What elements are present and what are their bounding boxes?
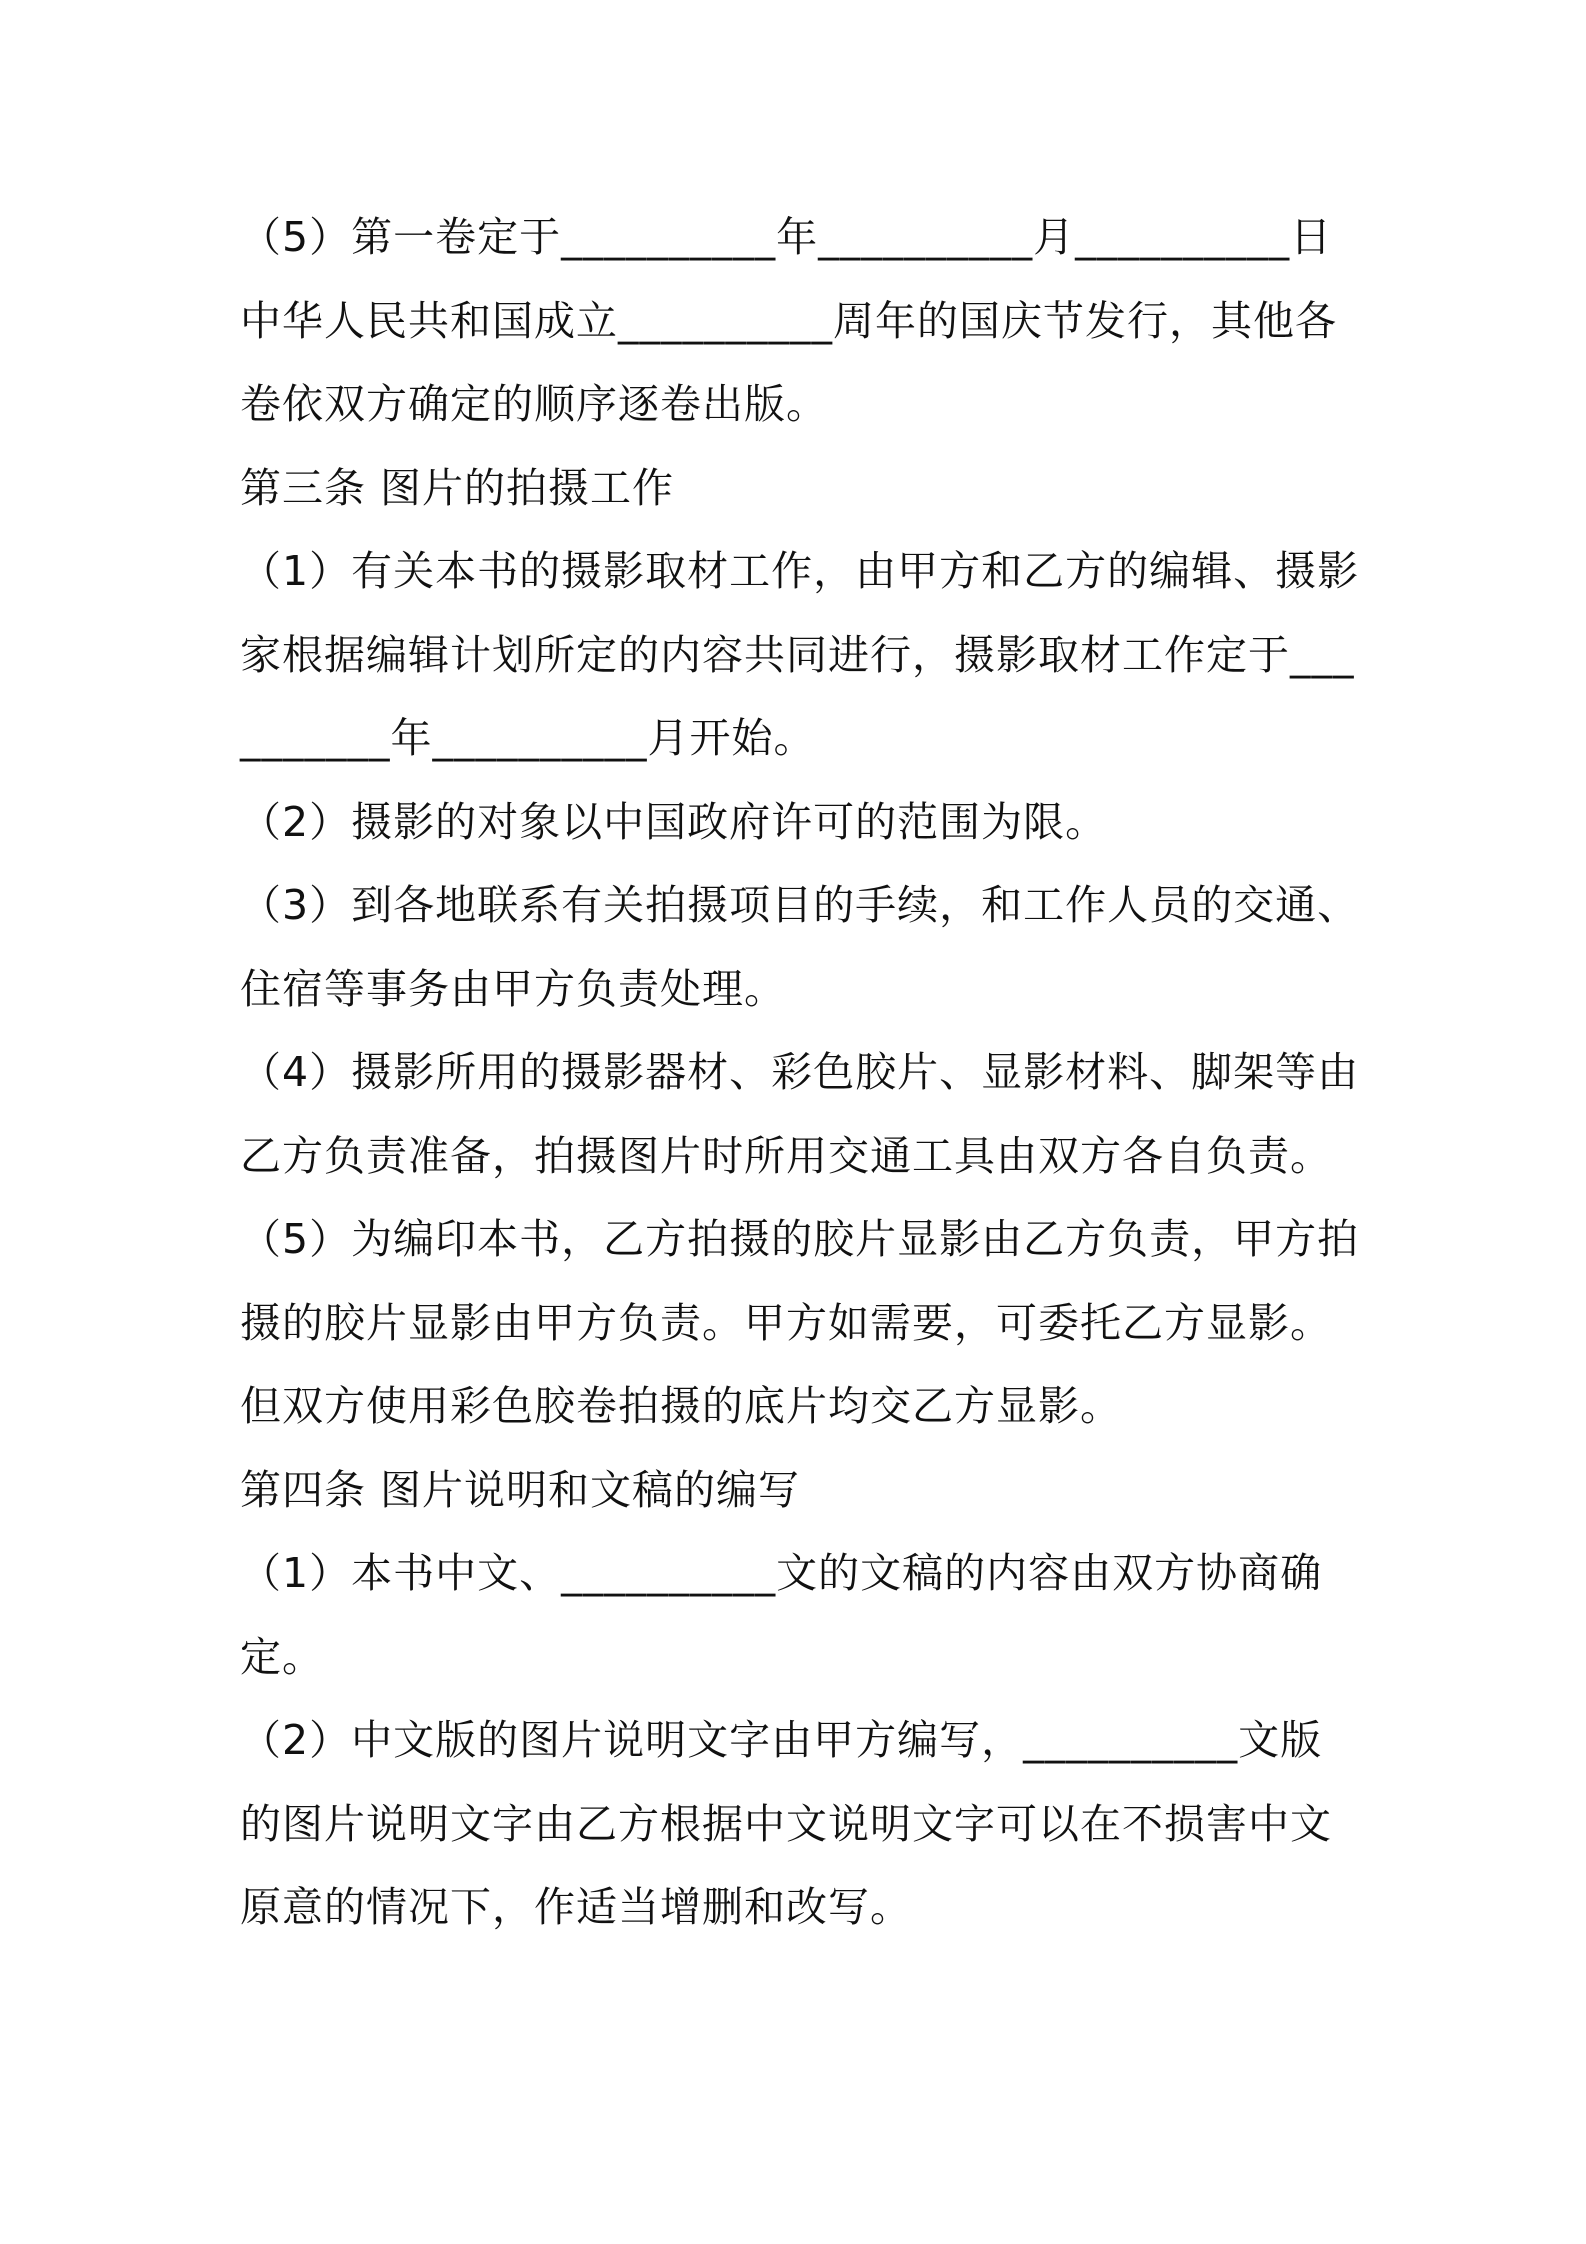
paragraph-clause-3-item-5: （5）为编印本书，乙方拍摄的胶片显影由乙方负责，甲方拍摄的胶片显影由甲方负责。甲方如需要，可委托乙方显影。但双方使用彩色胶卷拍摄的底片均交乙方显影。 — [240, 1215, 1360, 1430]
paragraph-clause-4-item-2: （2）中文版的图片说明文字由甲方编写，__________文版的图片说明文字由乙方根据中文说明文字可以在不损害中文原意的情况下，作适当增删和改写。 — [240, 1716, 1332, 1931]
paragraph-clause-4-item-1: （1）本书中文、__________文的文稿的内容由双方协商确定。 — [240, 1549, 1323, 1681]
heading-article-3: 第三条 图片的拍摄工作 — [240, 463, 675, 512]
paragraph-clause-2-item-5: （5）第一卷定于__________年__________月__________日中华人民共和国成立__________周年的国庆节发行，其他各卷依双方确定的顺序逐卷出版。 — [240, 213, 1337, 428]
document-body — [240, 196, 1360, 1950]
paragraph-clause-3-item-2: （2）摄影的对象以中国政府许可的范围为限。 — [240, 797, 1108, 846]
paragraph-clause-3-item-4: （4）摄影所用的摄影器材、彩色胶片、显影材料、脚架等由乙方负责准备，拍摄图片时所用交通工具由双方各自负责。 — [240, 1048, 1360, 1180]
heading-article-4: 第四条 图片说明和文稿的编写 — [240, 1465, 801, 1514]
paragraph-clause-3-item-3: （3）到各地联系有关拍摄项目的手续，和工作人员的交通、住宿等事务由甲方负责处理。 — [240, 881, 1360, 1013]
paragraph-clause-3-item-1: （1）有关本书的摄影取材工作，由甲方和乙方的编辑、摄影家根据编辑计划所定的内容共同进行，摄影取材工作定于__________年__________月开始。 — [240, 547, 1360, 762]
